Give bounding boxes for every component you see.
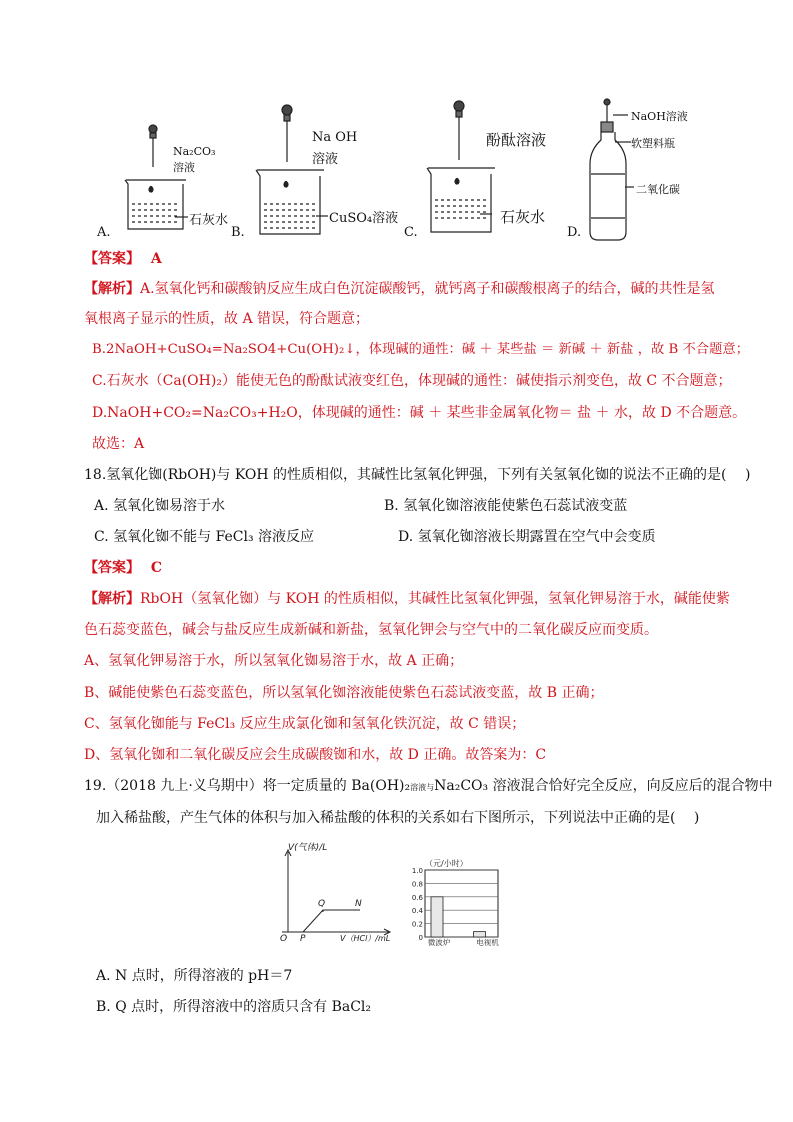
chart-ytick-label: 0.2 [411,920,423,929]
figure-b-reagent: Na OH [312,130,358,145]
figure-b-reagent-suffix: 溶液 [312,152,339,167]
q18-line-d: D、氢氧化铷和二氧化碳反应会生成碳酸铷和水，故 D 正确。故答案为：C [84,747,547,763]
gas-volume-graph [270,842,400,942]
chart-bar-1 [431,897,443,937]
chart-category-label: 电视机 [476,938,499,946]
q17-choose: 故选：A [92,436,145,452]
chart-ytick-label: 0.8 [411,880,423,889]
figure-c-option: C. [404,225,418,240]
q19-option-b: B. Q 点时，所得溶液中的溶质只含有 BaCl₂ [96,999,372,1015]
apparatus-a [125,125,188,229]
figure-d-label-bottle: 软塑料瓶 [631,137,675,150]
q18-line-c: C、氢氧化铷能与 FeCl₃ 反应生成氯化铷和氢氧化铁沉淀，故 C 错误； [84,716,526,732]
graph-origin: O [280,934,288,942]
q18-answer-tag: 【答案】 [84,560,140,576]
figure-a-liquid: 石灰水 [189,213,229,228]
q17-analysis-text1: A.氢氧化钙和碳酸钠反应生成白色沉淀碳酸钙，就钙离子和碳酸根离子的结合，碱的共性是氢 [140,281,715,297]
q17-analysis-line2: 氧根离子显示的性质，故 A 错误，符合题意； [84,311,370,327]
q18-analysis-line2: 色石蕊变蓝色，碱会与盐反应生成新碱和新盐，氢氧化钾会与空气中的二氧化碳反应而变质。 [84,622,658,638]
q18-answer-line [84,558,162,578]
q18-stem: 18.氢氧化铷(RbOH)与 KOH 的性质相似，其碱性比氢氧化钾强，下列有关氢氧化铷的说法不正确的是( ) [84,467,751,483]
figure-d-label-co2: 二氧化碳 [636,183,680,196]
figure-d-option: D. [567,225,582,240]
q17-line-b: B.2NaOH+CuSO₄=Na₂SO4+Cu(OH)₂↓，体现碱的通性：碱 ＋ 某些盐 ＝ 新碱 ＋ 新盐 ，故 B 不合题意； [92,342,749,357]
q18-line-b: B、碱能使紫色石蕊变蓝色，所以氢氧化铷溶液能使紫色石蕊试液变蓝，故 B 正确； [84,685,604,701]
q19-option-a: A. N 点时，所得溶液的 pH＝7 [96,968,293,984]
apparatus-d [590,99,634,240]
graph-xlabel: V（HCl）/mL [340,934,391,942]
q17-line-d: D.NaOH+CO₂=Na₂CO₃+H₂O，体现碱的通性：碱 ＋ 某些非金属氧化物＝ 盐 ＋ 水，故 D 不合题意。 [92,405,747,421]
figure-a-reagent: Na₂CO₃ [173,145,216,158]
q18-analysis-line1 [84,589,730,609]
q18-analysis-tag: 【解析】 [84,591,140,607]
graph-ylabel: V(气体)/L [288,843,328,853]
chart-category-label: 微波炉 [427,938,451,946]
chart-bar-2 [474,932,486,937]
q18-analysis-text1: RbOH（氢氧化铷）与 KOH 的性质相似，其碱性比氢氧化钾强，氢氧化钾易溶于水，碱能使紫 [140,591,730,607]
chart-ytick-label: 0.6 [411,893,423,902]
graph-point-p: P [300,934,306,942]
chart-ytick-label: 0 [418,934,423,942]
q17-line-c: C.石灰水（Ca(OH)₂）能使无色的酚酞试液变红色，体现碱的通性：碱使指示剂变色，故 C 不合题意； [92,373,732,389]
graph-point-q: Q [318,899,326,909]
figure-d-label-naoh: NaOH溶液 [631,110,688,123]
figure-a-reagent-suffix: 溶液 [173,161,195,174]
figure-b-liquid: CuSO₄溶液 [329,211,399,226]
figure-b-option: B. [231,225,245,240]
q17-answer: A [150,251,162,267]
q19-stem-small: 溶液与 [410,783,435,792]
q19-stem-part1: 19.（2018 九上·义乌期中）将一定质量的 Ba(OH)₂ [84,778,411,794]
q17-answer-line [84,249,162,269]
chart-ytick-label: 0.4 [411,907,423,916]
q18-answer: C [150,560,163,576]
q18-option-b: B. 氢氧化铷溶液能使紫色石蕊试液变蓝 [384,498,628,514]
figure-c-liquid: 石灰水 [500,208,546,226]
q18-option-d: D. 氢氧化铷溶液长期露置在空气中会变质 [398,529,656,545]
graph-point-n: N [355,899,362,909]
q17-analysis-line1 [84,279,715,299]
q17-answer-tag: 【答案】 [84,251,140,267]
chart-title: （元/小时） [425,859,468,868]
chart-ytick-label: 1.0 [411,867,423,875]
figure-c-reagent: 酚酞溶液 [486,131,547,149]
q17-analysis-tag: 【解析】 [84,281,140,297]
q19-stem-line1 [84,776,773,798]
figure-a-option: A. [97,225,111,240]
q18-line-a: A、氢氧化钾易溶于水，所以氢氧化铷易溶于水，故 A 正确； [84,653,464,669]
q19-stem-line2: 加入稀盐酸，产生气体的体积与加入稀盐酸的体积的关系如右下图所示，下列说法中正确的是( ) [96,810,700,826]
apparatus-b [256,105,328,234]
cost-bar-chart [405,856,505,946]
q19-stem-part2: Na₂CO₃ 溶液混合恰好完全反应，向反应后的混合物中 [434,778,773,794]
q18-option-c: C. 氢氧化铷不能与 FeCl₃ 溶液反应 [94,529,315,545]
q18-option-a: A. 氢氧化铷易溶于水 [94,498,226,514]
apparatus-c [427,101,495,232]
